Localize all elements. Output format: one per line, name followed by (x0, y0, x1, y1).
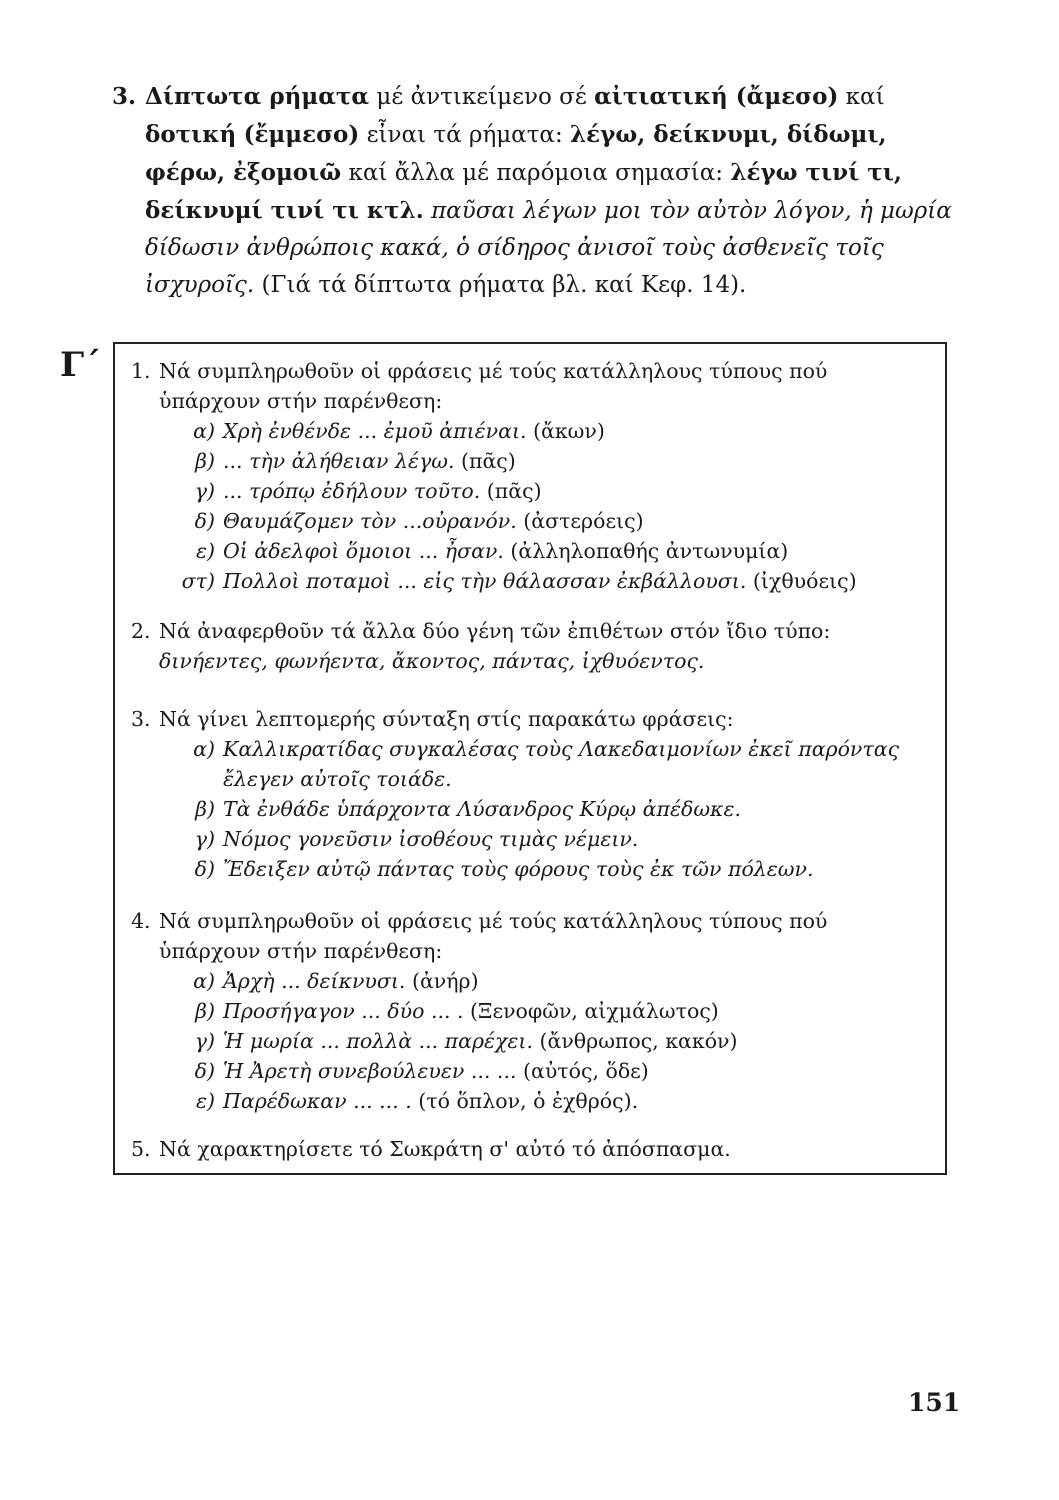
list-item: δ) Θαυμάζομεν τὸν ...οὐρανόν. (ἀστερόεις) (194, 509, 644, 533)
list-item: γ) ... τρόπῳ ἐδήλουν τοῦτο. (πᾶς) (194, 479, 542, 503)
exercise-instruction: Νά χαρακτηρίσετε τό Σωκράτη σ' αὐτό τό ἀπόσπασμα. (159, 1137, 731, 1161)
text-fragment: καί (838, 84, 885, 110)
term-diptota: Δίπτωτα ρήματα (145, 83, 370, 110)
text-fragment: καί ἄλλα μέ παρόμοια σημασία: (348, 160, 731, 186)
list-item: β) Τὰ ἐνθάδε ὑπάρχοντα Λύσανδρος Κύρῳ ἀπέδωκε. (195, 797, 741, 821)
exercise-number: 1. (131, 359, 151, 383)
exercise-1 (131, 356, 931, 596)
verb-examples: λέγω τινί τι, δείκνυμί τινί τι κτλ. (145, 159, 902, 224)
exercise-instruction: Νά συμπληρωθοῦν οἱ φράσεις μέ τούς κατάλληλους τύπους πού ὑπάρχουν στήν παρένθεση: (159, 909, 828, 963)
section-number: 3. (112, 83, 137, 110)
grammar-section-3 (112, 78, 962, 304)
exercise-instruction: Νά γίνει λεπτομερής σύνταξη στίς παρακάτω φράσεις: (159, 707, 734, 731)
exercise-instruction: Νά συμπληρωθοῦν οἱ φράσεις μέ τούς κατάλληλους τύπους πού ὑπάρχουν στήν παρένθεση: (159, 359, 828, 413)
text-fragment: εἶναι τά ρήματα: (359, 122, 571, 148)
section-letter: Γ΄ (60, 345, 102, 385)
exercise-number: 4. (131, 909, 151, 933)
exercise-number: 3. (131, 707, 151, 731)
adjective-forms: δινήεντες, φωνήεντα, ἄκοντος, πάντας, ἰχθυόεντος. (159, 649, 705, 673)
exercise-number: 2. (131, 619, 151, 643)
list-item: ε) Οἱ ἀδελφοὶ ὅμοιοι ... ἦσαν. (ἀλληλοπαθής ἀντωνυμία) (196, 539, 789, 563)
list-item: β) Προσήγαγον ... δύο ... . (Ξενοφῶν, αἰχμάλωτος) (195, 999, 719, 1023)
list-item: β) ... τὴν ἀλήθειαν λέγω. (πᾶς) (195, 449, 516, 473)
page-number: 151 (908, 1388, 961, 1417)
exercise-box (113, 342, 947, 1175)
text-fragment: μέ ἀντικείμενο σέ (369, 84, 595, 110)
term-emmeso: (ἔμμεσο) (243, 121, 360, 148)
list-item: γ) Ἡ μωρία ... πολλὰ ... παρέχει. (ἄνθρωπος, κακόν) (194, 1029, 738, 1053)
example-sentences: παῦσαι λέγων μοι τὸν αὐτὸν λόγον, ἡ μωρία δίδωσιν ἀνθρώποις κακά, ὁ σίδηρος ἀνισοῖ τοὺς ἀσθενεῖς τοῖς ἰσχυροῖς. (145, 198, 952, 298)
exercise-3 (131, 704, 931, 884)
exercise-5 (131, 1134, 931, 1164)
exercise-2 (131, 616, 931, 676)
list-item: α) Ἀρχὴ ... δείκνυσι. (ἀνήρ) (193, 969, 479, 993)
section-3-paragraph (145, 78, 962, 304)
cross-reference: (Γιά τά δίπτωτα ρήματα βλ. καί Κεφ. 14). (254, 272, 747, 298)
verb-list: λέγω, δείκνυμι, δίδωμι, φέρω, ἐξομοιῶ (145, 121, 887, 186)
list-item: ε) Παρέδωκαν ... ... . (τό ὅπλον, ὁ ἐχθρός). (196, 1089, 639, 1113)
list-item: γ) Νόμος γονεῦσιν ἰσοθέους τιμὰς νέμειν. (194, 827, 639, 851)
exercise-4 (131, 906, 931, 1116)
list-item: στ) Πολλοὶ ποταμοὶ ... εἰς τὴν θάλασσαν ἐκβάλλουσι. (ἰχθυόεις) (181, 569, 857, 593)
exercise-number: 5. (131, 1137, 151, 1161)
term-dotiki: δοτική (145, 121, 237, 148)
term-aitiatiki: αἰτιατική (ἄμεσο) (594, 83, 839, 110)
list-item: δ) Ἡ Ἀρετὴ συνεβούλευεν ... ... (αὐτός, ὅδε) (194, 1059, 649, 1083)
list-item: α) Χρὴ ἐνθένδε ... ἐμοῦ ἀπιέναι. (ἄκων) (193, 419, 605, 443)
list-item: α) Καλλικρατίδας συγκαλέσας τοὺς Λακεδαιμονίων ἐκεῖ παρόντας ἔλεγεν αὐτοῖς τοιάδε. (193, 737, 900, 791)
list-item: δ) Ἔδειξεν αὐτῷ πάντας τοὺς φόρους τοὺς ἐκ τῶν πόλεων. (194, 857, 814, 881)
exercise-instruction: Νά ἀναφερθοῦν τά ἄλλα δύο γένη τῶν ἐπιθέτων στόν ἴδιο τύπο: (159, 619, 831, 643)
